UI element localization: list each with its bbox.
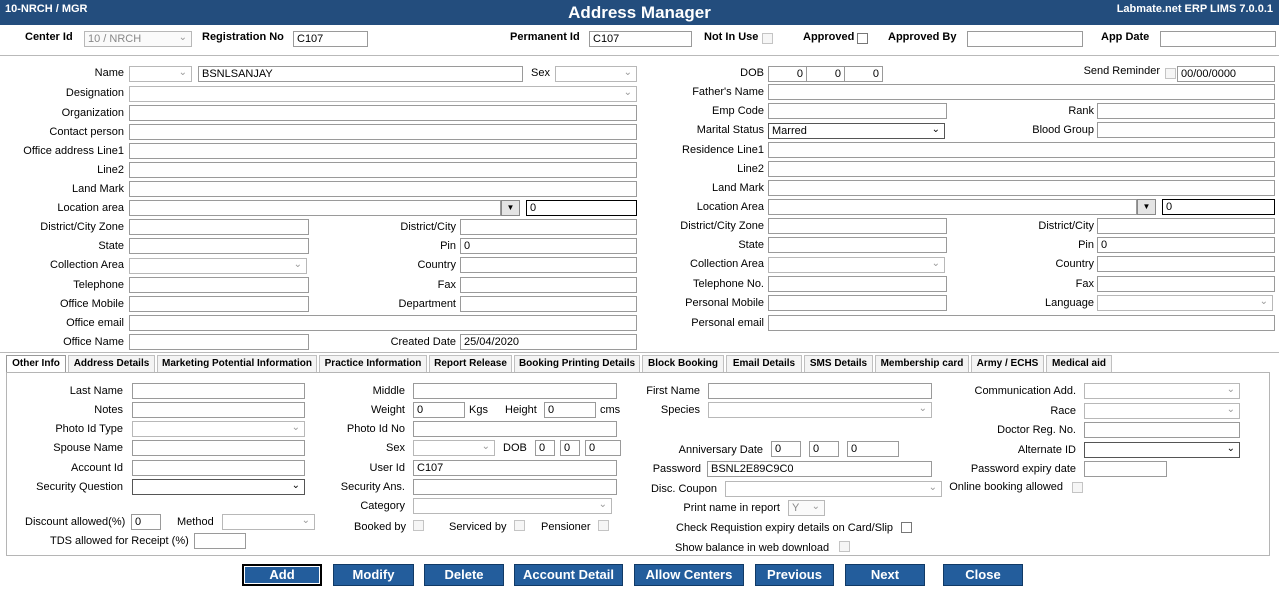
office-landmark-label: Land Mark	[72, 183, 124, 195]
discount-allowed-label: Discount allowed(%)	[25, 516, 126, 528]
doctor-reg-no-field[interactable]	[1084, 422, 1240, 438]
anniversary-day-field[interactable]: 0	[771, 441, 801, 457]
collection-area-select[interactable]	[129, 258, 307, 274]
send-reminder-date-field[interactable]: 00/00/0000	[1177, 66, 1275, 82]
dob-year-field[interactable]: 0	[844, 66, 883, 82]
res-pin-field[interactable]: 0	[1097, 237, 1275, 253]
district-city-label: District/City	[400, 221, 456, 233]
tds-allowed-field[interactable]	[194, 533, 246, 549]
weight-field[interactable]: 0	[413, 402, 465, 418]
height-label: Height	[505, 404, 537, 416]
approved-label: Approved	[803, 31, 855, 43]
print-name-select[interactable]	[788, 500, 825, 516]
residence-line1-field[interactable]	[768, 142, 1275, 158]
chevron-down-icon: ⌄	[481, 441, 490, 452]
height-field[interactable]: 0	[544, 402, 596, 418]
collection-area-label: Collection Area	[50, 259, 124, 271]
pin-label: Pin	[440, 240, 456, 252]
discount-allowed-field[interactable]: 0	[131, 514, 161, 530]
created-date-label: Created Date	[390, 336, 456, 348]
res-district-city-field[interactable]	[1097, 218, 1275, 234]
emp-code-field[interactable]	[768, 103, 947, 119]
next-button[interactable]: Next	[845, 564, 925, 586]
middle-name-label: Middle	[372, 385, 405, 397]
photo-id-no-label: Photo Id No	[346, 423, 405, 435]
method-label: Method	[177, 516, 214, 528]
chevron-down-icon: ⌄	[291, 480, 300, 491]
first-name-label: First Name	[646, 385, 700, 397]
disc-coupon-select[interactable]	[725, 481, 942, 497]
cms-unit-label: cms	[600, 404, 621, 416]
res-fax-label: Fax	[1075, 278, 1094, 290]
fathers-name-field[interactable]	[768, 84, 1275, 100]
chevron-down-icon: ⌄	[1226, 384, 1235, 395]
permanent-id-field[interactable]: C107	[589, 31, 692, 47]
res-country-field[interactable]	[1097, 256, 1275, 272]
previous-button[interactable]: Previous	[755, 564, 834, 586]
tab-other-info[interactable]: Other Info	[6, 355, 66, 373]
tab-email-details[interactable]: Email Details	[726, 355, 802, 372]
residence-line2-field[interactable]	[768, 161, 1275, 177]
triangle-down-icon: ▼	[506, 203, 515, 212]
race-select[interactable]	[1084, 403, 1240, 419]
weight-label: Weight	[370, 404, 405, 416]
office-name-field[interactable]	[129, 334, 309, 350]
password-expiry-label: Password expiry date	[970, 463, 1076, 475]
last-name-field[interactable]	[132, 383, 305, 399]
send-reminder-label: Send Reminder	[1083, 65, 1160, 77]
security-answer-label: Security Ans.	[340, 481, 405, 493]
res-location-area-label: Location Area	[696, 201, 764, 213]
last-name-label: Last Name	[69, 385, 123, 397]
password-label: Password	[652, 463, 701, 475]
security-question-label: Security Question	[36, 481, 123, 493]
send-reminder-checkbox[interactable]	[1165, 68, 1176, 79]
other-dob-day-field[interactable]: 0	[535, 440, 555, 456]
alternate-id-label: Alternate ID	[1017, 444, 1076, 456]
chevron-down-icon: ⌄	[178, 67, 187, 78]
check-requisition-label: Check Requistion expiry details on Card/Slip	[676, 522, 894, 534]
pensioner-checkbox[interactable]	[598, 520, 609, 531]
district-zone-field[interactable]	[129, 219, 309, 235]
dob-month-field[interactable]: 0	[806, 66, 845, 82]
district-zone-label: District/City Zone	[40, 221, 124, 233]
emp-code-label: Emp Code	[712, 105, 764, 117]
office-name-label: Office Name	[63, 336, 124, 348]
add-button[interactable]: Add	[242, 564, 322, 586]
name-label: Name	[94, 67, 124, 79]
marital-status-value: Marred	[772, 125, 807, 137]
other-dob-label: DOB	[503, 442, 527, 454]
chevron-down-icon: ⌄	[291, 422, 300, 433]
chevron-down-icon: ⌄	[623, 67, 632, 78]
res-collection-area-label: Collection Area	[690, 258, 764, 270]
account-id-field[interactable]	[132, 460, 305, 476]
residence-landmark-label: Land Mark	[712, 182, 764, 194]
account-detail-button[interactable]: Account Detail	[514, 564, 623, 586]
pensioner-label: Pensioner	[541, 521, 591, 533]
chevron-down-icon: ⌄	[1226, 443, 1235, 454]
chevron-down-icon: ⌄	[931, 124, 940, 135]
tab-report-release[interactable]: Report Release	[429, 355, 512, 372]
office-email-label: Office email	[66, 317, 124, 329]
spouse-name-field[interactable]	[132, 440, 305, 456]
notes-field[interactable]	[132, 402, 305, 418]
res-location-area-code-field[interactable]: 0	[1162, 199, 1275, 215]
show-balance-label: Show balance in web download	[675, 542, 830, 554]
rank-field[interactable]	[1097, 103, 1275, 119]
tab-marketing-potential[interactable]: Marketing Potential Information	[157, 355, 317, 372]
booked-by-checkbox[interactable]	[413, 520, 424, 531]
tab-medical-aid[interactable]: Medical aid	[1046, 355, 1112, 372]
telephone-label: Telephone	[73, 279, 124, 291]
category-label: Category	[360, 500, 405, 512]
approved-by-label: Approved By	[888, 31, 957, 43]
office-landmark-field[interactable]	[129, 181, 637, 197]
app-version: Labmate.net ERP LIMS 7.0.0.1	[1116, 3, 1273, 15]
tab-practice-information[interactable]: Practice Information	[319, 355, 427, 372]
personal-email-label: Personal email	[691, 317, 764, 329]
contact-person-label: Contact person	[49, 126, 124, 138]
res-fax-field[interactable]	[1097, 276, 1275, 292]
chevron-down-icon: ⌄	[598, 499, 607, 510]
app-date-field[interactable]	[1160, 31, 1276, 47]
photo-id-no-field[interactable]	[413, 421, 617, 437]
photo-id-type-label: Photo Id Type	[55, 423, 123, 435]
user-id-label: User Id	[369, 462, 405, 474]
location-area-code-field[interactable]: 0	[526, 200, 637, 216]
res-district-zone-field[interactable]	[768, 218, 947, 234]
photo-id-type-select[interactable]	[132, 421, 305, 437]
residence-line2-label: Line2	[737, 163, 764, 175]
res-location-area-field[interactable]	[768, 199, 1137, 215]
chevron-down-icon: ⌄	[811, 501, 820, 512]
approved-by-field[interactable]	[967, 31, 1083, 47]
location-area-dropdown-button[interactable]	[501, 200, 520, 216]
rank-label: Rank	[1068, 105, 1094, 117]
location-area-label: Location area	[57, 202, 124, 214]
department-label: Department	[398, 298, 456, 310]
notes-label: Notes	[94, 404, 123, 416]
communication-address-label: Communication Add.	[974, 385, 1076, 397]
booked-by-label: Booked by	[354, 521, 406, 533]
other-dob-year-field[interactable]: 0	[585, 440, 621, 456]
race-label: Race	[1050, 405, 1076, 417]
created-date-field[interactable]: 25/04/2020	[460, 334, 637, 350]
species-label: Species	[660, 404, 700, 416]
office-address-line1-label: Office address Line1	[23, 145, 124, 157]
marital-status-select[interactable]	[768, 123, 945, 139]
fax-label: Fax	[437, 279, 456, 291]
middle-name-field[interactable]	[413, 383, 617, 399]
res-pin-label: Pin	[1078, 239, 1094, 251]
online-booking-checkbox[interactable]	[1072, 482, 1083, 493]
center-id-value: 10 / NRCH	[88, 33, 142, 45]
telephone-no-label: Telephone No.	[693, 278, 764, 290]
print-name-value: Y	[792, 502, 800, 514]
modify-button[interactable]: Modify	[333, 564, 414, 586]
not-in-use-checkbox[interactable]	[762, 33, 773, 44]
dob-day-field[interactable]: 0	[768, 66, 807, 82]
category-select[interactable]	[413, 498, 612, 514]
personal-mobile-field[interactable]	[768, 295, 947, 311]
first-name-field[interactable]	[708, 383, 932, 399]
anniversary-date-label: Anniversary Date	[678, 444, 763, 456]
language-select[interactable]	[1097, 295, 1273, 311]
office-line2-label: Line2	[97, 164, 124, 176]
method-select[interactable]	[222, 514, 315, 530]
chevron-down-icon: ⌄	[928, 482, 937, 493]
password-expiry-field[interactable]	[1084, 461, 1167, 477]
residence-landmark-field[interactable]	[768, 180, 1275, 196]
permanent-id-label: Permanent Id	[510, 31, 580, 43]
center-id-select[interactable]	[84, 31, 192, 47]
divider	[0, 352, 1279, 353]
other-sex-label: Sex	[386, 442, 405, 454]
blood-group-label: Blood Group	[1032, 124, 1094, 136]
title-bar	[0, 0, 1279, 25]
state-label: State	[98, 240, 124, 252]
chevron-down-icon: ⌄	[1226, 404, 1235, 415]
chevron-down-icon: ⌄	[178, 32, 187, 43]
approved-checkbox[interactable]	[857, 33, 868, 44]
tab-army-echs[interactable]: Army / ECHS	[971, 355, 1044, 372]
office-mobile-field[interactable]	[129, 296, 309, 312]
res-district-city-label: District/City	[1038, 220, 1094, 232]
location-area-field[interactable]	[129, 200, 501, 216]
office-mobile-label: Office Mobile	[60, 298, 124, 310]
password-field[interactable]: BSNL2E89C9C0	[707, 461, 932, 477]
res-country-label: Country	[1055, 258, 1094, 270]
disc-coupon-label: Disc. Coupon	[650, 483, 717, 495]
office-email-field[interactable]	[129, 315, 637, 331]
registration-no-field[interactable]: C107	[293, 31, 368, 47]
office-line2-field[interactable]	[129, 162, 637, 178]
center-user-label: 10-NRCH / MGR	[5, 3, 88, 15]
app-date-label: App Date	[1101, 31, 1150, 43]
personal-email-field[interactable]	[768, 315, 1275, 331]
country-label: Country	[417, 259, 456, 271]
res-state-field[interactable]	[768, 237, 947, 253]
tds-allowed-label: TDS allowed for Receipt (%)	[50, 535, 189, 547]
name-field[interactable]: BSNLSANJAY	[198, 66, 523, 82]
chevron-down-icon: ⌄	[918, 403, 927, 414]
tab-address-details[interactable]: Address Details	[68, 355, 155, 372]
security-question-select[interactable]	[132, 479, 305, 495]
residence-line1-label: Residence Line1	[682, 144, 764, 156]
language-label: Language	[1045, 297, 1094, 309]
communication-address-select[interactable]	[1084, 383, 1240, 399]
res-state-label: State	[738, 239, 764, 251]
blood-group-field[interactable]	[1097, 122, 1275, 138]
security-answer-field[interactable]	[413, 479, 617, 495]
anniversary-year-field[interactable]: 0	[847, 441, 899, 457]
fathers-name-label: Father's Name	[692, 86, 764, 98]
pin-field[interactable]: 0	[460, 238, 637, 254]
department-field[interactable]	[460, 296, 637, 312]
organization-label: Organization	[61, 107, 124, 119]
res-collection-area-select[interactable]	[768, 257, 945, 273]
chevron-down-icon: ⌄	[931, 258, 940, 269]
delete-button[interactable]: Delete	[424, 564, 504, 586]
name-title-select[interactable]	[129, 66, 192, 82]
office-address-line1-field[interactable]	[129, 143, 637, 159]
res-district-zone-label: District/City Zone	[680, 220, 764, 232]
account-id-label: Account Id	[71, 462, 123, 474]
dob-label: DOB	[740, 67, 764, 79]
check-requisition-checkbox[interactable]	[901, 522, 912, 533]
serviced-by-label: Serviced by	[449, 521, 507, 533]
marital-status-label: Marital Status	[696, 124, 764, 136]
kgs-unit-label: Kgs	[469, 404, 488, 416]
registration-no-label: Registration No	[202, 31, 284, 43]
designation-label: Designation	[65, 87, 124, 99]
chevron-down-icon: ⌄	[623, 87, 632, 98]
chevron-down-icon: ⌄	[1259, 296, 1268, 307]
print-name-in-report-label: Print name in report	[683, 502, 780, 514]
contact-person-field[interactable]	[129, 124, 637, 140]
user-id-field[interactable]: C107	[413, 460, 617, 476]
species-select[interactable]	[708, 402, 932, 418]
tab-booking-printing-details[interactable]: Booking Printing Details	[514, 355, 640, 372]
triangle-down-icon: ▼	[1142, 202, 1151, 211]
res-location-area-dropdown-button[interactable]	[1137, 199, 1156, 215]
other-dob-month-field[interactable]: 0	[560, 440, 580, 456]
page-title: Address Manager	[568, 3, 711, 22]
organization-field[interactable]	[129, 105, 637, 121]
tab-block-booking[interactable]: Block Booking	[642, 355, 724, 372]
tab-sms-details[interactable]: SMS Details	[804, 355, 873, 372]
designation-select[interactable]	[129, 86, 637, 102]
anniversary-month-field[interactable]: 0	[809, 441, 839, 457]
country-field[interactable]	[460, 257, 637, 273]
serviced-by-checkbox[interactable]	[514, 520, 525, 531]
online-booking-label: Online booking allowed	[949, 481, 1063, 493]
telephone-no-field[interactable]	[768, 276, 947, 292]
other-sex-select[interactable]	[413, 440, 495, 456]
chevron-down-icon: ⌄	[293, 259, 302, 270]
district-city-field[interactable]	[460, 219, 637, 235]
not-in-use-label: Not In Use	[704, 31, 759, 43]
personal-mobile-label: Personal Mobile	[685, 297, 764, 309]
spouse-name-label: Spouse Name	[53, 442, 123, 454]
doctor-reg-no-label: Doctor Reg. No.	[997, 424, 1076, 436]
divider	[0, 55, 1279, 56]
telephone-field[interactable]	[129, 277, 309, 293]
show-balance-checkbox[interactable]	[839, 541, 850, 552]
alternate-id-select[interactable]	[1084, 442, 1240, 458]
tab-membership-card[interactable]: Membership card	[875, 355, 969, 372]
allow-centers-button[interactable]: Allow Centers	[634, 564, 744, 586]
state-field[interactable]	[129, 238, 309, 254]
close-button[interactable]: Close	[943, 564, 1023, 586]
sex-label: Sex	[531, 67, 550, 79]
chevron-down-icon: ⌄	[301, 515, 310, 526]
center-id-label: Center Id	[25, 31, 73, 43]
sex-select[interactable]	[555, 66, 637, 82]
fax-field[interactable]	[460, 277, 637, 293]
